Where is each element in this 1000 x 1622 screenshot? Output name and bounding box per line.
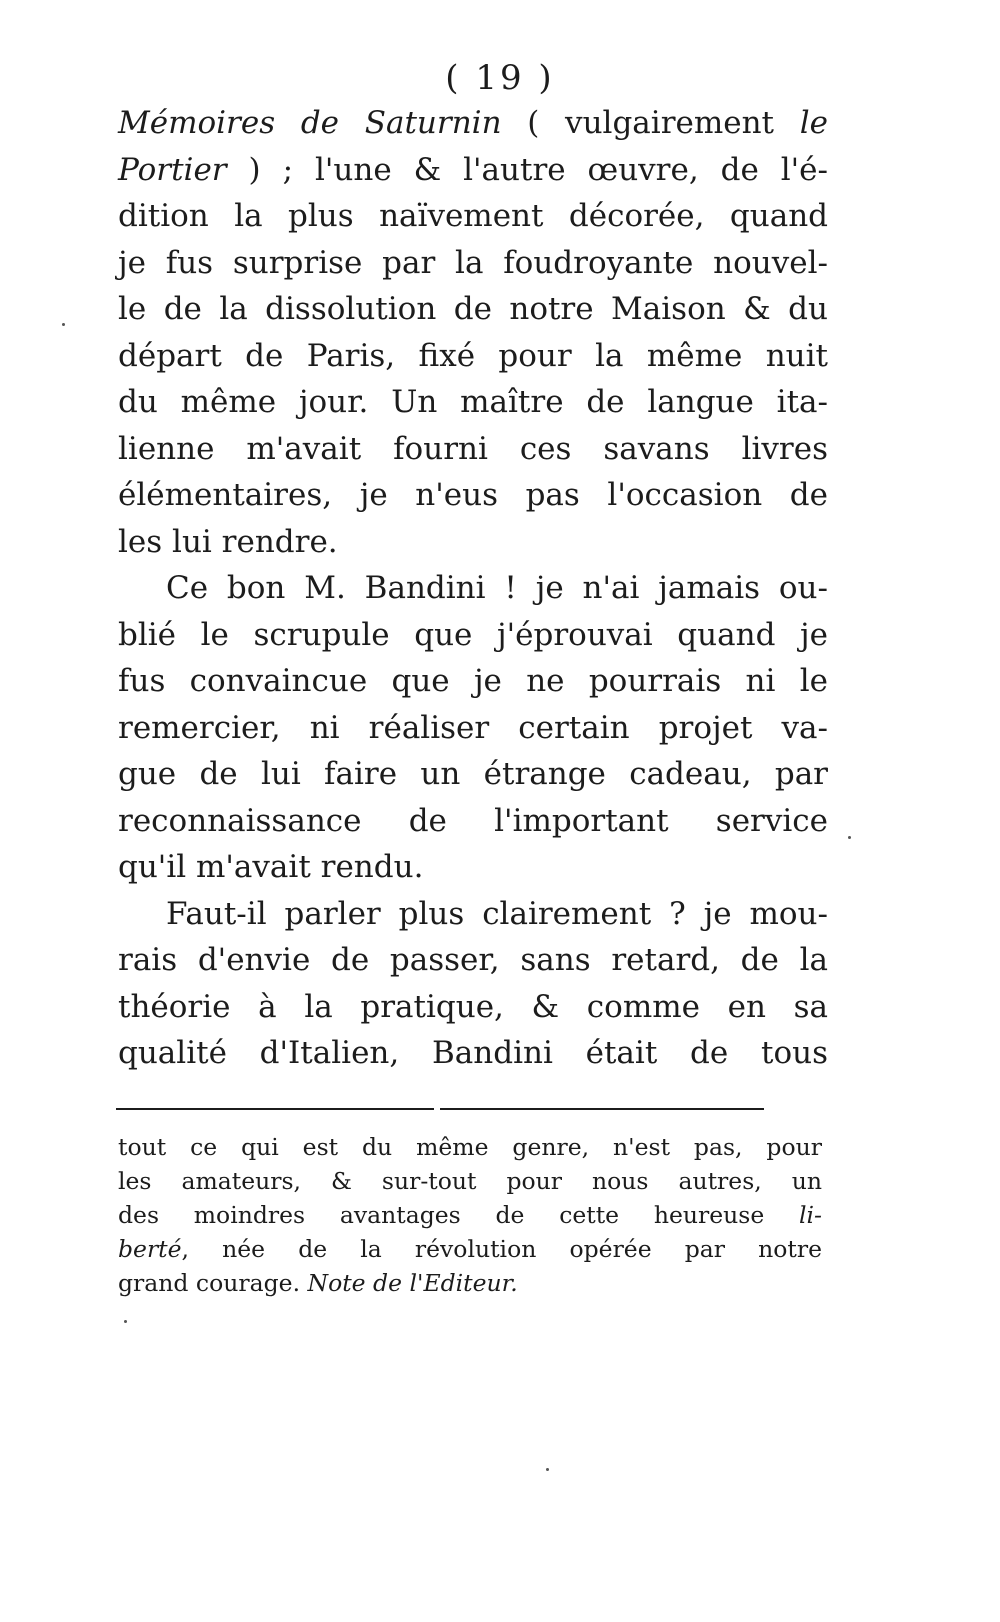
footnote — [118, 1130, 822, 1300]
text-fragment-italic: Portier — [118, 151, 227, 188]
footnote-line: tout ce qui est du même genre, n'est pas, pour — [118, 1133, 822, 1161]
text-line: gue de lui faire un étrange cadeau, par — [118, 756, 828, 792]
book-title: Mémoires de Saturnin — [118, 105, 502, 141]
text-line: théorie à la pratique, & comme en sa — [118, 988, 828, 1025]
rule-gap — [434, 1104, 440, 1112]
text-line: départ de Paris, fixé pour la même nuit — [118, 337, 828, 374]
text-line: fus convaincue que je ne pourrais ni le — [118, 663, 828, 699]
text-fragment: ) ; l'une & l'autre œuvre, de l'é- — [226, 151, 828, 188]
footnote-line — [118, 1232, 822, 1266]
footnote-line: les amateurs, & sur-tout pour nous autres, un — [118, 1167, 822, 1195]
paper-speck — [124, 1320, 127, 1323]
text-fragment: ( vulgairement — [501, 105, 800, 141]
text-line: remercier, ni réaliser certain projet va- — [118, 709, 828, 746]
text-line: rais d'envie de passer, sans retard, de la — [118, 942, 828, 978]
paper-speck — [546, 1468, 549, 1471]
page-number: ( 19 ) — [445, 58, 555, 98]
text-line: qualité d'Italien, Bandini était de tous — [118, 1035, 828, 1071]
text-line: dition la plus naïvement décorée, quand — [118, 198, 828, 234]
paragraph-first-line: Faut-il parler plus clairement ? je mou- — [166, 895, 828, 932]
paper-speck — [62, 323, 65, 326]
text-line: le de la dissolution de notre Maison & du — [118, 291, 828, 327]
text-fragment: grand courage. — [118, 1269, 308, 1297]
text-line: du même jour. Un maître de langue ita- — [118, 384, 828, 420]
text-fragment-italic: le — [799, 105, 828, 141]
editor-note-signature: Note de l'Editeur. — [307, 1269, 518, 1297]
paragraph-first-line: Ce bon M. Bandini ! je n'ai jamais ou- — [166, 570, 828, 606]
text-line — [118, 100, 828, 147]
paper-speck — [848, 836, 851, 839]
text-line: élémentaires, je n'eus pas l'occasion de — [118, 477, 828, 513]
text-line: blié le scrupule que j'éprouvai quand je — [118, 616, 828, 653]
footnote-line — [118, 1198, 822, 1232]
text-line: qu'il m'avait rendu. — [118, 849, 424, 885]
text-fragment: des moindres avantages de cette heureuse — [118, 1201, 800, 1229]
footnote-separator-rule — [116, 1108, 764, 1110]
main-text — [118, 100, 828, 1077]
text-line: lienne m'avait fourni ces savans livres — [118, 430, 828, 467]
text-line: les lui rendre. — [118, 523, 338, 560]
text-line: je fus surprise par la foudroyante nouvel- — [118, 244, 828, 281]
text-fragment-italic: li- — [799, 1201, 822, 1229]
footnote-line — [118, 1266, 822, 1300]
text-fragment-italic: berté — [118, 1235, 182, 1263]
text-fragment: , née de la révolution opérée par notre — [181, 1235, 822, 1263]
text-line — [118, 147, 828, 194]
text-line: reconnaissance de l'important service — [118, 802, 828, 839]
